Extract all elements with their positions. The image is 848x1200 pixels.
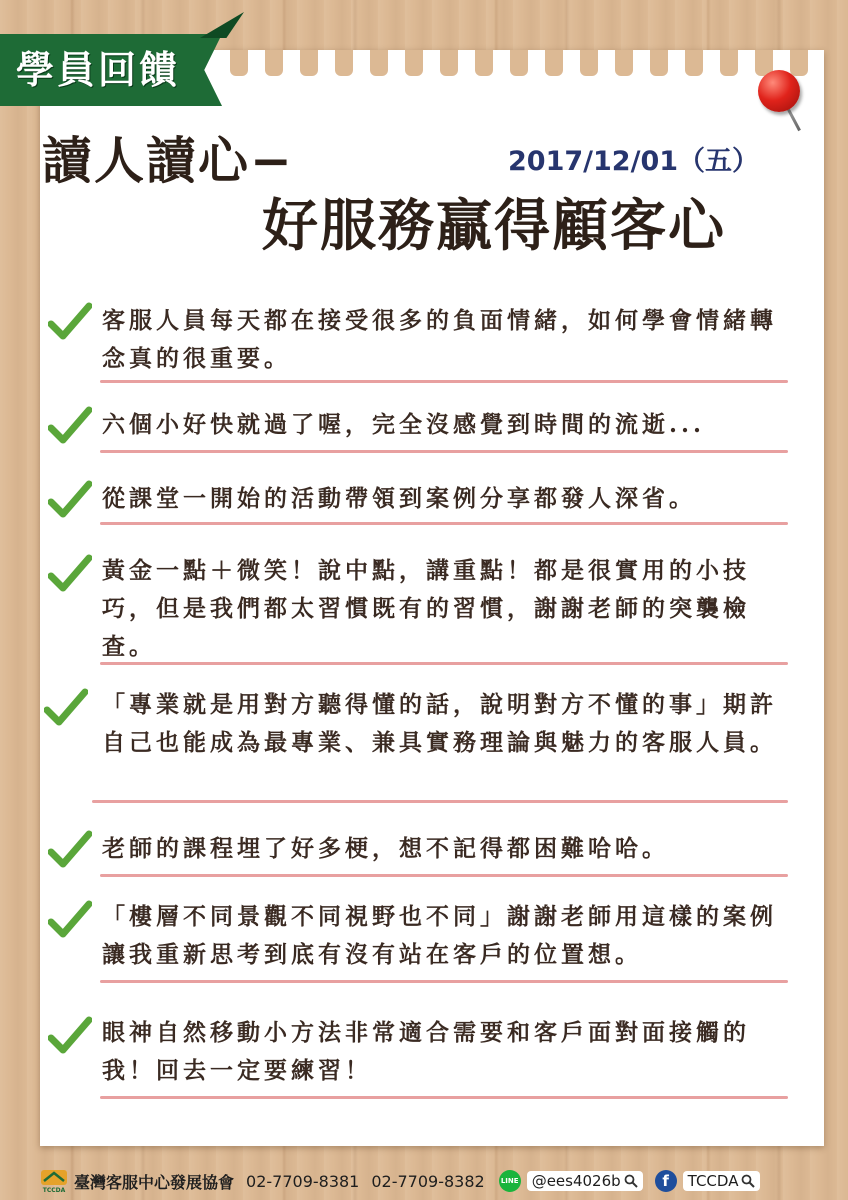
check-icon [48,480,92,520]
feedback-text: 六個小好快就過了喔，完全沒感覺到時間的流逝... [102,411,706,438]
footer-contact-bar [40,1166,830,1196]
spiral-hole [265,50,283,76]
feedback-text: 「樓層不同景觀不同視野也不同」謝謝老師用這樣的案例讓我重新思考到底有沒有站在客戶的位置想。 [102,903,777,968]
logo-text: TCCDA [42,1187,66,1193]
feedback-text: 客服人員每天都在接受很多的負面情緒，如何學會情緒轉念真的很重要。 [102,307,777,372]
line-icon: LINE [499,1170,521,1192]
spiral-hole [300,50,318,76]
check-icon [48,302,92,342]
org-logo [40,1169,68,1193]
spiral-hole [720,50,738,76]
check-icon [48,900,92,940]
spiral-hole [790,50,808,76]
check-icon [48,830,92,870]
paper-torn-edge [40,1130,824,1156]
facebook-icon: f [655,1170,677,1192]
pushpin-icon [758,70,800,112]
divider-rule [92,800,788,803]
spiral-hole [370,50,388,76]
org-name: 臺灣客服中心發展協會 [74,1172,235,1192]
spiral-hole [335,50,353,76]
banner-label: 學員回饋 [16,47,181,92]
feedback-text: 老師的課程埋了好多梗，想不記得都困難哈哈。 [102,835,669,862]
spiral-hole [475,50,493,76]
divider-rule [100,980,788,983]
spiral-hole [650,50,668,76]
feedback-text: 眼神自然移動小方法非常適合需要和客戶面對面接觸的我！回去一定要練習！ [102,1019,750,1084]
feedback-text: 「專業就是用對方聽得懂的話，說明對方不懂的事」期許自己也能成為最專業、兼具實務理論與魅力的客服人員。 [102,691,777,756]
divider-rule [100,662,788,665]
facebook-id-text: TCCDA [687,1172,739,1190]
search-icon [741,1174,755,1188]
feedback-text: 黃金一點＋微笑！說中點，講重點！都是很實用的小技巧，但是我們都太習慣既有的習慣，謝謝老師的突襲檢查。 [102,557,750,660]
check-icon [48,1016,92,1056]
check-icon [48,406,92,446]
spiral-hole [615,50,633,76]
check-icon [48,554,92,594]
spiral-hole [510,50,528,76]
logo-mark-icon [40,1169,68,1193]
divider-rule [100,450,788,453]
feedback-text: 從課堂一開始的活動帶領到案例分享都發人深省。 [102,485,696,512]
spiral-hole [685,50,703,76]
banner-fold [200,12,244,38]
spiral-hole [405,50,423,76]
spiral-hole [580,50,598,76]
event-date: 2017/12/01（五） [508,146,760,177]
search-icon [624,1174,638,1188]
phone-number-2[interactable]: 02-7709-8382 [371,1171,485,1191]
page-title-line2: 好服務贏得顧客心 [262,193,726,259]
spiral-hole [440,50,458,76]
divider-rule [100,522,788,525]
phone-number-1[interactable]: 02-7709-8381 [246,1171,360,1191]
line-id-link[interactable] [527,1171,643,1191]
divider-rule [100,874,788,877]
check-icon [44,688,88,728]
page-title-line1: 讀人讀心− [42,131,294,190]
facebook-id-link[interactable] [683,1171,761,1191]
spiral-hole [230,50,248,76]
divider-rule [100,380,788,383]
line-id-text: @ees4026b [531,1172,621,1190]
spiral-hole [545,50,563,76]
divider-rule [100,1096,788,1099]
